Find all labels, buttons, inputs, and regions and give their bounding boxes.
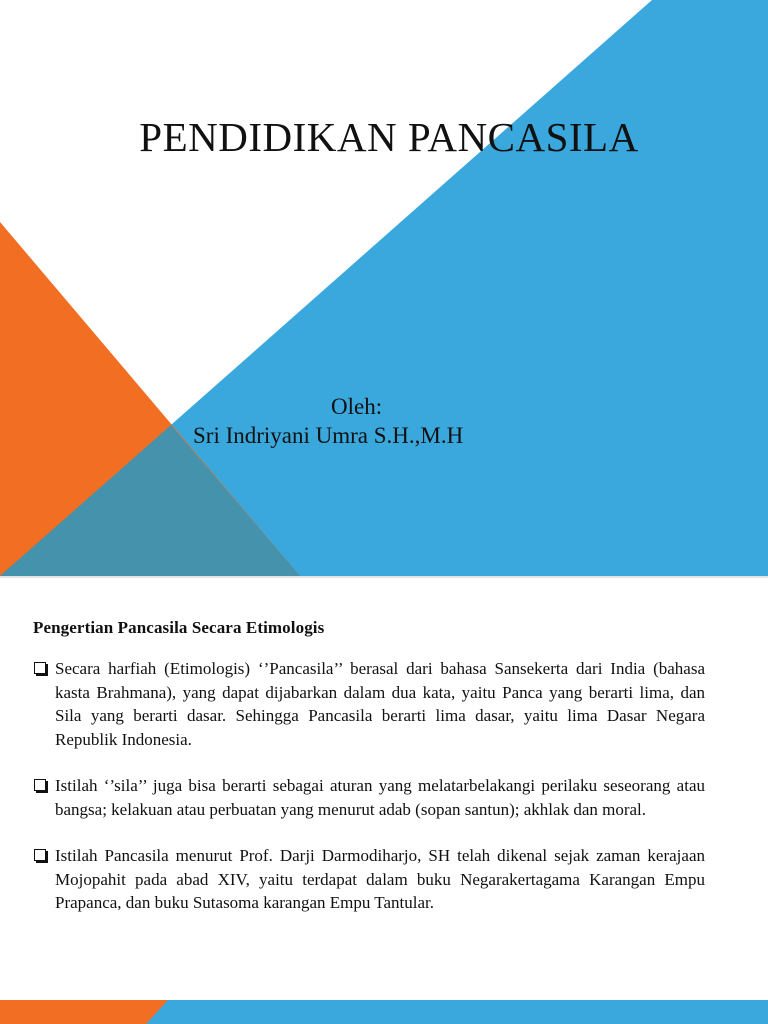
section-heading: Pengertian Pancasila Secara Etimologis	[33, 618, 325, 637]
list-item-text: Istilah Pancasila menurut Prof. Darji Darmodiharjo, SH telah dikenal sejak zaman kerajaan Mojopahit pada abad XIV, yaitu terdapat dalam buku Negarakertagama Karangan Empu Prapanca, dan buku Sutasoma karangan Empu Tantular.	[55, 846, 705, 912]
bottom-decoration-bar	[0, 1000, 768, 1024]
slide-title: PENDIDIKAN PANCASILA	[139, 114, 639, 160]
list-item-text: Secara harfiah (Etimologis) ‘’Pancasila’’ berasal dari bahasa Sansekerta dari India (bahasa kasta Brahmana), yang dapat dijabarkan dalam dua kata, yaitu Panca yang berarti lima, dan Sila yang berarti dasar. Sehingga Pancasila berarti lima dasar, yaitu lima Dasar Negara Republik Indonesia.	[55, 659, 705, 749]
bottom-bar-shapes	[0, 1000, 768, 1024]
hollow-square-bullet-icon	[34, 849, 46, 861]
byline	[193, 392, 553, 450]
bullet-list	[33, 657, 705, 938]
content-slide	[0, 578, 768, 1024]
hollow-square-bullet-icon	[34, 662, 46, 674]
author-name: Sri Indriyani Umra S.H.,M.H	[193, 423, 464, 448]
list-item	[33, 657, 705, 751]
bottom-bar-orange	[0, 1000, 168, 1024]
list-item	[33, 844, 705, 915]
list-item-text: Istilah ‘’sila’’ juga bisa berarti sebagai aturan yang melatarbelakangi perilaku seseorang atau bangsa; kelakuan atau perbuatan yang menurut adab (sopan santun); akhlak dan moral.	[55, 776, 705, 819]
byline-label: Oleh:	[331, 394, 383, 419]
list-item	[33, 774, 705, 821]
hollow-square-bullet-icon	[34, 779, 46, 791]
